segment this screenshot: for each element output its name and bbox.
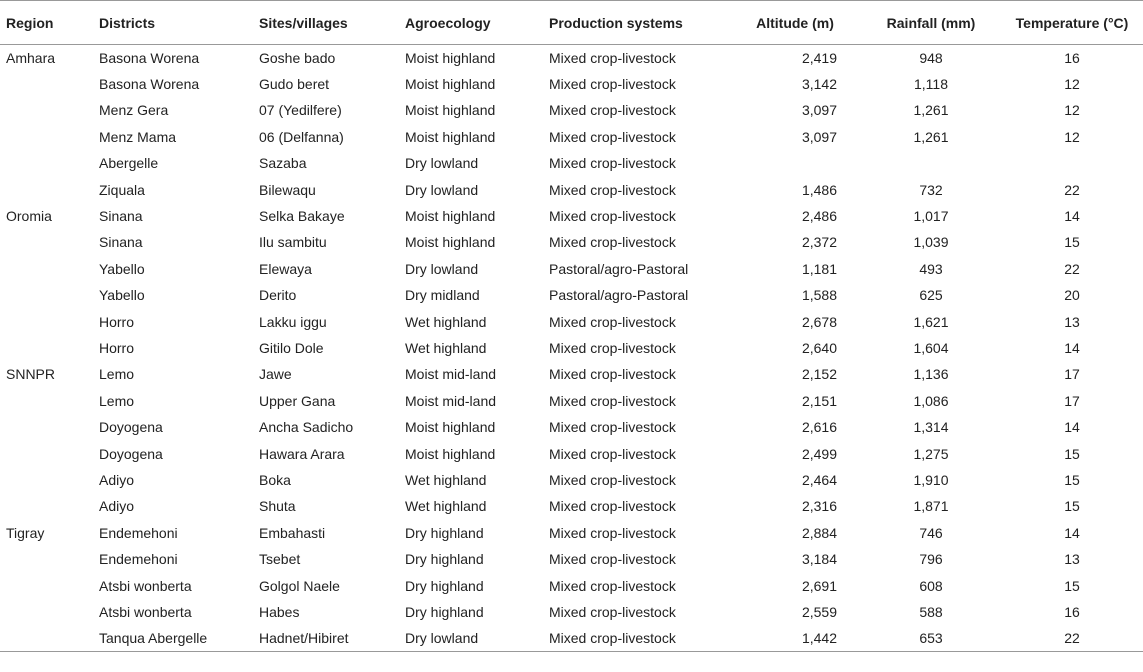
table-row xyxy=(0,45,1143,71)
table-row xyxy=(0,599,1143,625)
cell-temperature: 12 xyxy=(1064,102,1080,119)
cell-altitude: 2,499 xyxy=(801,445,837,462)
cell-rainfall: 1,314 xyxy=(913,419,949,436)
cell-temperature: 14 xyxy=(1064,339,1080,356)
cell-district: Lemo xyxy=(99,392,135,409)
cell-site: Ilu sambitu xyxy=(259,234,327,251)
header-altitude: Altitude (m) xyxy=(723,1,861,45)
cell-agroecology: Moist highland xyxy=(405,76,496,93)
cell-agroecology: Dry highland xyxy=(405,524,484,541)
cell-district: Menz Gera xyxy=(99,102,169,119)
cell-region: Amhara xyxy=(6,49,56,66)
cell-agroecology: Moist highland xyxy=(405,445,496,462)
header-districts: Districts xyxy=(93,1,253,45)
cell-altitude: 3,142 xyxy=(801,76,837,93)
cell-temperature: 16 xyxy=(1064,603,1080,620)
cell-rainfall: 1,621 xyxy=(913,313,949,330)
cell-rainfall: 1,261 xyxy=(913,102,949,119)
cell-production-system: Pastoral/agro-Pastoral xyxy=(549,287,689,304)
table-row xyxy=(0,308,1143,334)
cell-production-system: Mixed crop-livestock xyxy=(549,208,676,225)
cell-site: Upper Gana xyxy=(259,392,336,409)
cell-region xyxy=(0,546,93,572)
cell-district: Endemehoni xyxy=(99,551,178,568)
cell-production-system: Mixed crop-livestock xyxy=(549,76,676,93)
cell-agroecology: Dry highland xyxy=(405,577,484,594)
cell-site: Ancha Sadicho xyxy=(259,419,354,436)
cell-production-system: Mixed crop-livestock xyxy=(543,625,723,651)
cell-temperature: 15 xyxy=(1064,234,1080,251)
cell-rainfall: 1,086 xyxy=(913,392,949,409)
table-row xyxy=(0,71,1143,97)
cell-production-system: Mixed crop-livestock xyxy=(549,445,676,462)
cell-rainfall: 948 xyxy=(919,49,943,66)
cell-temperature: 16 xyxy=(1064,49,1080,66)
cell-temperature: 15 xyxy=(1064,445,1080,462)
cell-temperature: 14 xyxy=(1064,208,1080,225)
cell-region xyxy=(0,229,93,255)
cell-temperature: 15 xyxy=(1064,471,1080,488)
cell-district: Lemo xyxy=(99,366,135,383)
cell-production-system: Mixed crop-livestock xyxy=(549,234,676,251)
cell-altitude: 3,097 xyxy=(801,102,837,119)
cell-region xyxy=(0,572,93,598)
cell-rainfall: 1,604 xyxy=(913,339,949,356)
cell-site: Shuta xyxy=(259,498,296,515)
table-row xyxy=(0,493,1143,519)
cell-site: 07 (Yedilfere) xyxy=(259,102,342,119)
cell-rainfall: 1,871 xyxy=(913,498,949,515)
cell-agroecology: Dry midland xyxy=(405,287,480,304)
cell-production-system: Mixed crop-livestock xyxy=(549,181,676,198)
cell-site: Gudo beret xyxy=(259,76,330,93)
cell-altitude: 2,559 xyxy=(801,603,837,620)
table-row xyxy=(0,546,1143,572)
cell-region xyxy=(0,97,93,123)
cell-region xyxy=(0,440,93,466)
cell-rainfall: 625 xyxy=(919,287,943,304)
cell-production-system: Mixed crop-livestock xyxy=(549,49,676,66)
header-agroecology: Agroecology xyxy=(399,1,543,45)
cell-district: Tanqua Abergelle xyxy=(93,625,253,651)
cell-rainfall: 1,136 xyxy=(913,366,949,383)
cell-region xyxy=(0,282,93,308)
cell-agroecology: Moist highland xyxy=(405,49,496,66)
cell-agroecology: Moist highland xyxy=(405,419,496,436)
cell-altitude: 1,588 xyxy=(801,287,837,304)
cell-temperature: 15 xyxy=(1064,498,1080,515)
cell-district: Adiyo xyxy=(99,471,135,488)
cell-agroecology: Dry lowland xyxy=(405,260,479,277)
table-row xyxy=(0,229,1143,255)
cell-site: Sazaba xyxy=(259,155,307,172)
cell-district: Horro xyxy=(99,313,135,330)
cell-agroecology: Dry highland xyxy=(405,551,484,568)
cell-altitude: 2,372 xyxy=(801,234,837,251)
cell-site: Hadnet/Hibiret xyxy=(253,625,399,651)
cell-temperature: 22 xyxy=(1001,625,1143,651)
cell-temperature: 20 xyxy=(1064,287,1080,304)
cell-production-system: Mixed crop-livestock xyxy=(549,155,676,172)
cell-rainfall: 493 xyxy=(919,260,943,277)
cell-temperature: 14 xyxy=(1064,524,1080,541)
cell-agroecology: Dry lowland xyxy=(405,155,479,172)
cell-site: Bilewaqu xyxy=(259,181,316,198)
cell-district: Ziquala xyxy=(99,181,145,198)
cell-site: 06 (Delfanna) xyxy=(259,128,344,145)
table-row xyxy=(0,176,1143,202)
cell-region: Oromia xyxy=(6,208,52,225)
cell-altitude: 2,884 xyxy=(801,524,837,541)
cell-agroecology: Dry lowland xyxy=(405,181,479,198)
cell-altitude: 1,442 xyxy=(723,625,861,651)
cell-production-system: Mixed crop-livestock xyxy=(549,577,676,594)
cell-site: Habes xyxy=(259,603,300,620)
cell-production-system: Mixed crop-livestock xyxy=(549,339,676,356)
cell-altitude: 3,097 xyxy=(801,128,837,145)
cell-rainfall: 1,275 xyxy=(913,445,949,462)
cell-production-system: Mixed crop-livestock xyxy=(549,419,676,436)
cell-region: Tigray xyxy=(6,524,45,541)
cell-district: Atsbi wonberta xyxy=(99,577,192,594)
cell-site: Elewaya xyxy=(259,260,312,277)
table-row xyxy=(0,97,1143,123)
cell-production-system: Mixed crop-livestock xyxy=(549,524,676,541)
cell-region xyxy=(0,625,93,651)
cell-site: Goshe bado xyxy=(259,49,336,66)
table-row xyxy=(0,256,1143,282)
cell-rainfall: 1,039 xyxy=(913,234,949,251)
cell-production-system: Mixed crop-livestock xyxy=(549,471,676,488)
cell-district: Abergelle xyxy=(99,155,159,172)
table-row xyxy=(0,335,1143,361)
table-row xyxy=(0,150,1143,176)
cell-altitude: 2,316 xyxy=(801,498,837,515)
cell-district: Sinana xyxy=(99,208,143,225)
cell-site: Tsebet xyxy=(259,551,301,568)
cell-rainfall: 588 xyxy=(919,603,943,620)
cell-temperature: 15 xyxy=(1064,577,1080,594)
cell-site: Gitilo Dole xyxy=(259,339,324,356)
cell-site: Derito xyxy=(259,287,297,304)
cell-rainfall: 653 xyxy=(861,625,1001,651)
cell-production-system: Pastoral/agro-Pastoral xyxy=(549,260,689,277)
header-sites: Sites/villages xyxy=(253,1,399,45)
cell-altitude: 1,486 xyxy=(801,181,837,198)
table-row xyxy=(0,414,1143,440)
cell-district: Horro xyxy=(99,339,135,356)
table-row xyxy=(0,124,1143,150)
cell-site: Hawara Arara xyxy=(259,445,345,462)
cell-production-system: Mixed crop-livestock xyxy=(549,366,676,383)
cell-altitude: 2,486 xyxy=(801,208,837,225)
table-body xyxy=(0,45,1143,652)
table-row xyxy=(0,388,1143,414)
cell-region xyxy=(0,599,93,625)
cell-altitude: 2,464 xyxy=(801,471,837,488)
cell-district: Adiyo xyxy=(99,498,135,515)
cell-district: Yabello xyxy=(99,260,145,277)
cell-temperature: 12 xyxy=(1064,128,1080,145)
cell-rainfall: 796 xyxy=(919,551,943,568)
cell-region xyxy=(0,150,93,176)
cell-site: Boka xyxy=(259,471,291,488)
cell-region: SNNPR xyxy=(6,366,56,383)
cell-district: Doyogena xyxy=(99,419,163,436)
cell-rainfall: 732 xyxy=(919,181,943,198)
table-row xyxy=(0,572,1143,598)
cell-district: Endemehoni xyxy=(99,524,178,541)
cell-production-system: Mixed crop-livestock xyxy=(549,313,676,330)
cell-rainfall: 608 xyxy=(919,577,943,594)
cell-temperature: 22 xyxy=(1064,260,1080,277)
cell-agroecology: Moist mid-land xyxy=(405,366,497,383)
header-rainfall: Rainfall (mm) xyxy=(861,1,1001,45)
cell-district: Basona Worena xyxy=(99,49,200,66)
cell-district: Doyogena xyxy=(99,445,163,462)
cell-site: Selka Bakaye xyxy=(259,208,345,225)
cell-temperature: 22 xyxy=(1064,181,1080,198)
cell-production-system: Mixed crop-livestock xyxy=(549,498,676,515)
cell-altitude: 2,616 xyxy=(801,419,837,436)
cell-site: Golgol Naele xyxy=(259,577,340,594)
cell-region xyxy=(0,71,93,97)
cell-temperature: 17 xyxy=(1064,366,1080,383)
cell-agroecology: Wet highland xyxy=(405,313,487,330)
cell-altitude: 2,640 xyxy=(801,339,837,356)
cell-temperature: 13 xyxy=(1064,313,1080,330)
table-row xyxy=(0,520,1143,546)
cell-rainfall: 1,118 xyxy=(914,76,948,93)
cell-production-system: Mixed crop-livestock xyxy=(549,603,676,620)
cell-temperature: 12 xyxy=(1064,76,1080,93)
cell-rainfall: 746 xyxy=(919,524,943,541)
table-row xyxy=(0,467,1143,493)
cell-agroecology: Moist mid-land xyxy=(405,392,497,409)
cell-site: Lakku iggu xyxy=(259,313,327,330)
cell-production-system: Mixed crop-livestock xyxy=(549,102,676,119)
table-row xyxy=(0,361,1143,387)
header-region: Region xyxy=(0,1,93,45)
cell-rainfall xyxy=(861,150,1001,176)
cell-district: Sinana xyxy=(99,234,143,251)
cell-temperature: 13 xyxy=(1064,551,1080,568)
cell-region xyxy=(0,335,93,361)
cell-region xyxy=(0,414,93,440)
cell-district: Menz Mama xyxy=(99,128,177,145)
cell-agroecology: Dry lowland xyxy=(399,625,543,651)
cell-agroecology: Wet highland xyxy=(405,498,487,515)
header-production-systems: Production systems xyxy=(543,1,723,45)
cell-rainfall: 1,017 xyxy=(913,208,949,225)
table-row xyxy=(0,203,1143,229)
header-temperature: Temperature (°C) xyxy=(1001,1,1143,45)
cell-agroecology: Moist highland xyxy=(405,208,496,225)
cell-agroecology: Wet highland xyxy=(405,471,487,488)
cell-district: Yabello xyxy=(99,287,145,304)
cell-region xyxy=(0,176,93,202)
cell-site: Jawe xyxy=(259,366,292,383)
cell-altitude: 2,419 xyxy=(801,49,837,66)
cell-agroecology: Wet highland xyxy=(405,339,487,356)
cell-temperature: 14 xyxy=(1064,419,1080,436)
cell-production-system: Mixed crop-livestock xyxy=(549,551,676,568)
cell-district: Atsbi wonberta xyxy=(99,603,192,620)
cell-altitude: 2,691 xyxy=(801,577,837,594)
cell-production-system: Mixed crop-livestock xyxy=(549,392,676,409)
cell-rainfall: 1,910 xyxy=(913,471,949,488)
cell-region xyxy=(0,256,93,282)
cell-altitude: 3,184 xyxy=(801,551,837,568)
cell-region xyxy=(0,467,93,493)
cell-agroecology: Moist highland xyxy=(405,102,496,119)
cell-site: Embahasti xyxy=(259,524,326,541)
cell-temperature: 17 xyxy=(1064,392,1080,409)
table-header-row xyxy=(0,1,1143,45)
cell-production-system: Mixed crop-livestock xyxy=(549,128,676,145)
cell-agroecology: Dry highland xyxy=(405,603,484,620)
table-row xyxy=(0,440,1143,466)
cell-rainfall: 1,261 xyxy=(913,128,949,145)
cell-agroecology: Moist highland xyxy=(405,128,496,145)
cell-region xyxy=(0,308,93,334)
cell-altitude: 1,181 xyxy=(801,260,837,277)
cell-agroecology: Moist highland xyxy=(405,234,496,251)
cell-altitude: 2,151 xyxy=(801,392,837,409)
cell-region xyxy=(0,124,93,150)
cell-altitude: 2,152 xyxy=(801,366,837,383)
table-row xyxy=(0,625,1143,651)
cell-region xyxy=(0,388,93,414)
cell-region xyxy=(0,493,93,519)
cell-altitude: 2,678 xyxy=(801,313,837,330)
cell-temperature xyxy=(1001,150,1143,176)
cell-district: Basona Worena xyxy=(99,76,200,93)
table-row xyxy=(0,282,1143,308)
cell-altitude xyxy=(723,150,861,176)
